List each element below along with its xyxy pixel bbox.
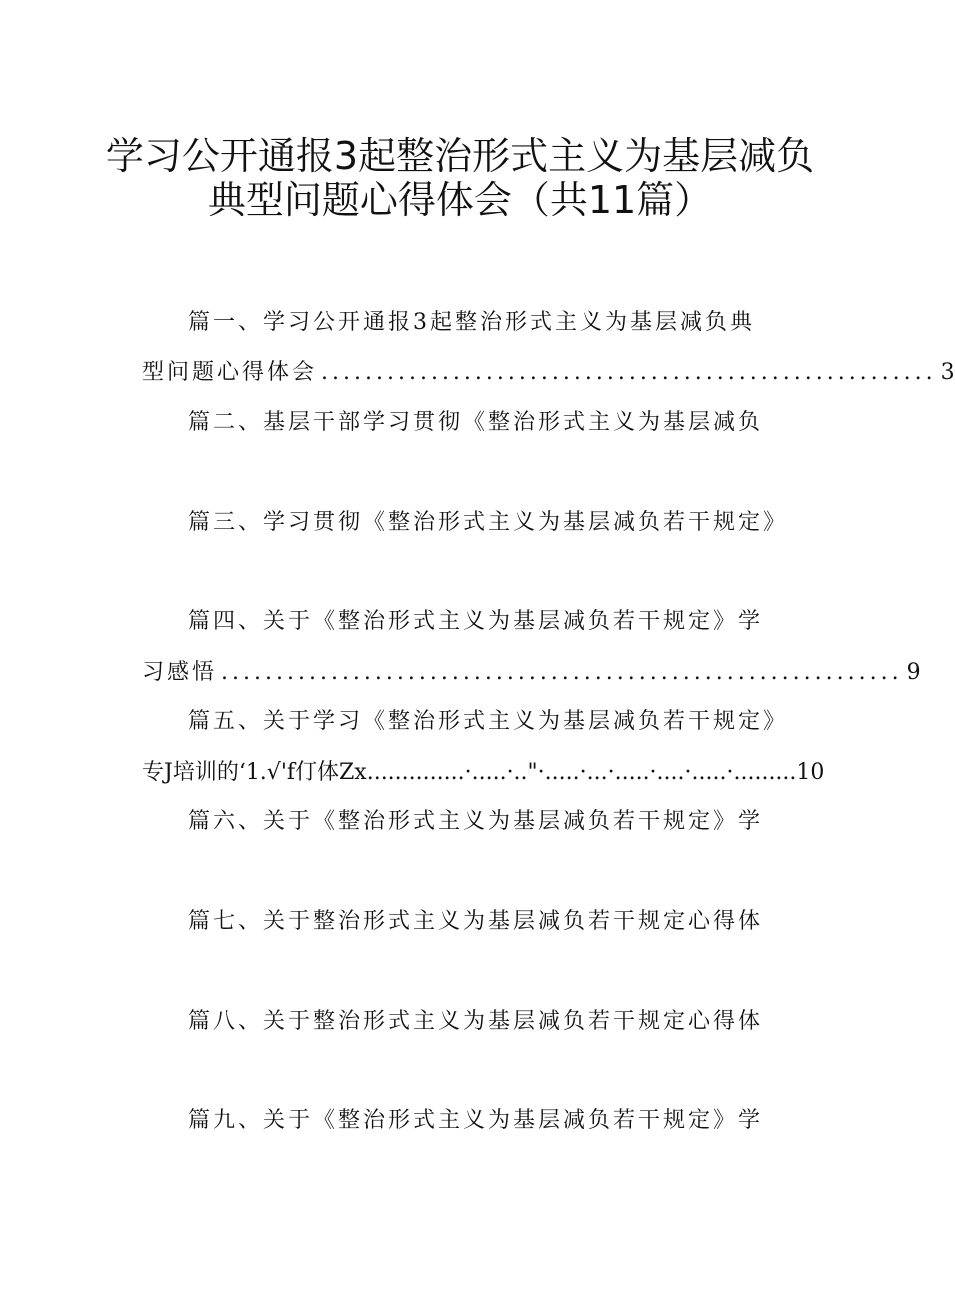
- toc-entry-3[interactable]: 篇三、学习贯彻《整治形式主义为基层减负若干规定》: [188, 510, 789, 535]
- toc-entry-2[interactable]: 篇二、基层干部学习贯彻《整治形式主义为基层减负: [188, 410, 764, 435]
- toc-entry-7[interactable]: 篇七、关于整治形式主义为基层减负若干规定心得体: [188, 909, 764, 934]
- toc-entry-1-label: 型问题心得体会: [142, 360, 318, 385]
- toc-entry-1-line-1[interactable]: 篇一、学习公开通报3起整治形式主义为基层减负典: [188, 310, 755, 335]
- toc-entry-1-leader: ........................................................: [321, 360, 937, 385]
- toc-entry-4-line-2[interactable]: [142, 658, 921, 688]
- toc-entry-5-line-1[interactable]: 篇五、关于学习《整治形式主义为基层减负若干规定》: [188, 709, 789, 734]
- toc-entry-6[interactable]: 篇六、关于《整治形式主义为基层减负若干规定》学: [188, 809, 764, 834]
- toc-entry-8[interactable]: 篇八、关于整治形式主义为基层减负若干规定心得体: [188, 1009, 764, 1034]
- toc-entry-5-line-2[interactable]: [142, 758, 825, 788]
- toc-entry-9[interactable]: 篇九、关于《整治形式主义为基层减负若干规定》学: [188, 1108, 764, 1133]
- toc-entry-4-line-1[interactable]: 篇四、关于《整治形式主义为基层减负若干规定》学: [188, 609, 764, 634]
- title-line-1: 学习公开通报3起整治形式主义为基层减负: [105, 134, 815, 178]
- toc-entry-5-label: 专J培训的‘1.√'f仃体Zx..............·.....·.."·.....·...·.....·....·.....·.........10: [142, 760, 825, 785]
- toc-entry-4-leader: ..............................................................: [221, 660, 903, 685]
- title-line-2: 典型问题心得体会（共11篇）: [207, 178, 713, 222]
- toc-entry-4-label: 习感悟: [142, 660, 218, 685]
- toc-entry-1-line-2[interactable]: [142, 358, 955, 388]
- toc-entry-1-page: 3: [940, 360, 955, 385]
- toc-entry-4-page: 9: [906, 660, 921, 685]
